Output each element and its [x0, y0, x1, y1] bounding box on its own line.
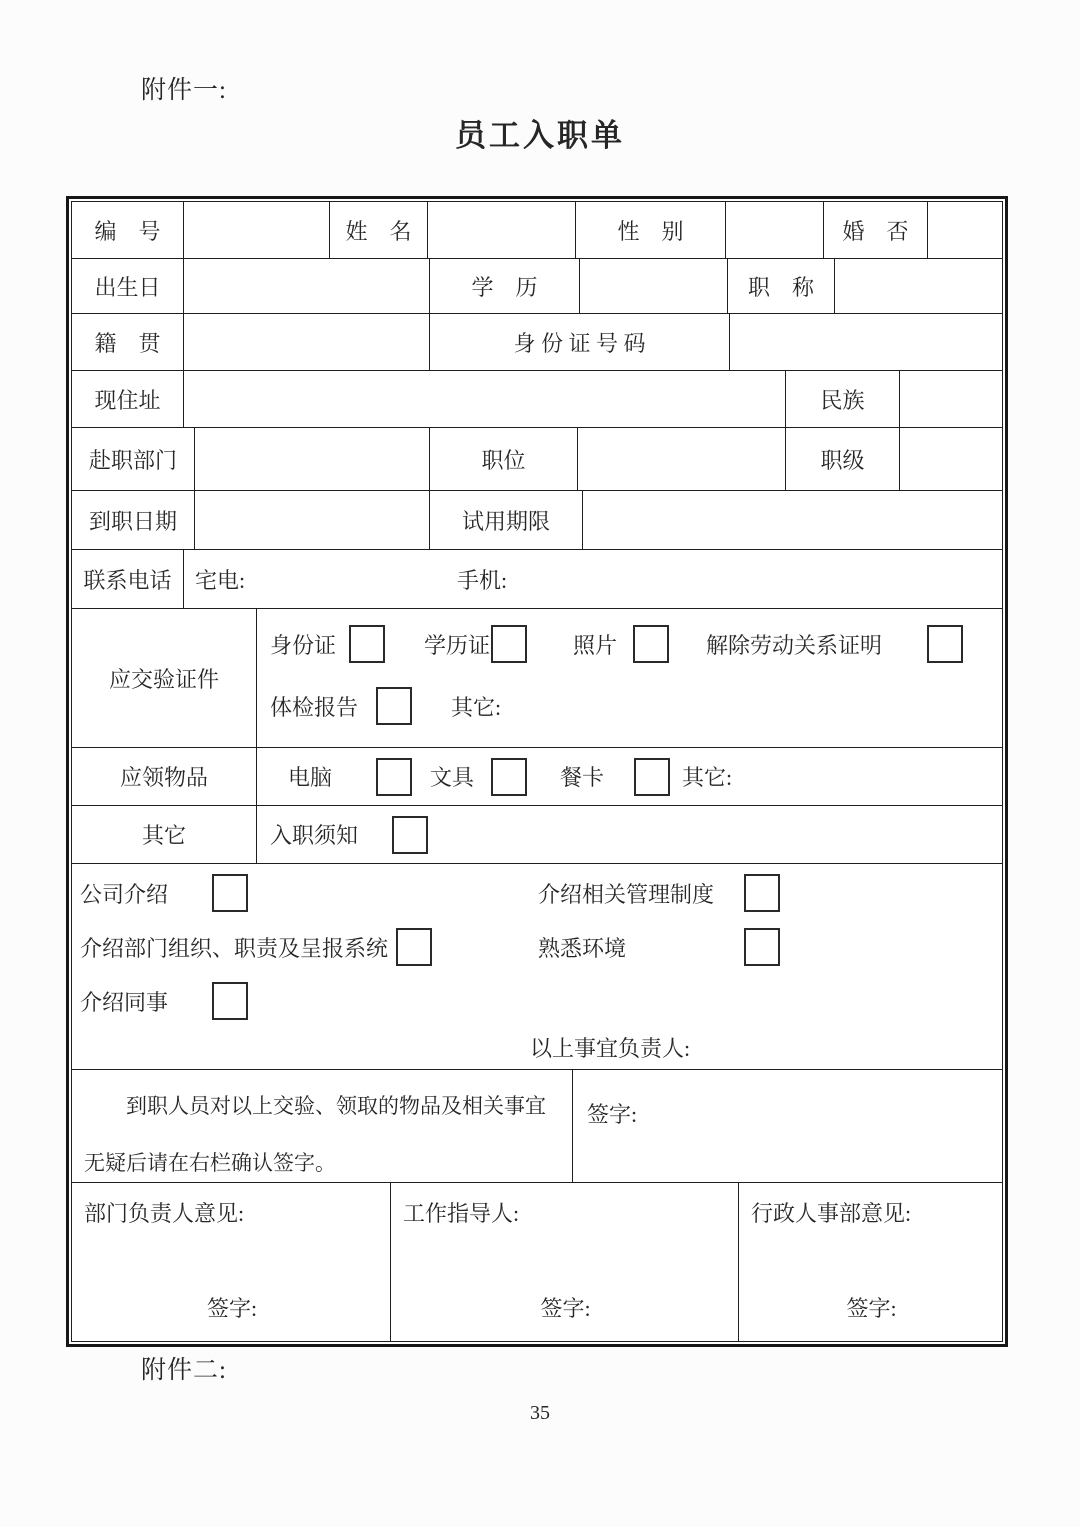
- label-gender: 性 别: [576, 202, 726, 258]
- value-education[interactable]: [580, 259, 728, 313]
- supplies-cell: [257, 748, 1002, 805]
- label-probation: 试用期限: [430, 491, 583, 549]
- label-hr-opinion: 行政人事部意见:: [751, 1201, 912, 1226]
- row-confirmation: [72, 1070, 1002, 1183]
- form-title: 员工入职单: [455, 118, 625, 153]
- id-card-checkbox[interactable]: [349, 625, 385, 663]
- row-job-1: [72, 428, 1002, 491]
- label-mentor: 工作指导人:: [403, 1201, 520, 1226]
- label-termination-proof: 解除劳动关系证明: [706, 632, 883, 658]
- value-phone[interactable]: [184, 550, 1002, 608]
- row-orientation: [72, 864, 1002, 1070]
- orientation-cell: [72, 864, 1002, 1069]
- label-phone: 联系电话: [72, 550, 184, 608]
- computer-checkbox[interactable]: [376, 758, 412, 796]
- row-job-2: [72, 491, 1002, 550]
- management-rules-checkbox[interactable]: [744, 874, 780, 912]
- label-diploma: 学历证: [424, 632, 491, 658]
- label-documents-other: 其它:: [451, 694, 502, 720]
- meal-card-checkbox[interactable]: [634, 758, 670, 796]
- environment-checkbox[interactable]: [744, 928, 780, 966]
- row-basic-1: [72, 202, 1002, 259]
- label-id-card: 身份证: [270, 632, 337, 658]
- label-stationery: 文具: [430, 765, 475, 790]
- label-other-section: 其它: [72, 806, 257, 863]
- documents-line-2: [257, 687, 1002, 725]
- label-id-number: 身 份 证 号 码: [430, 314, 730, 370]
- row-basic-2: [72, 259, 1002, 314]
- label-documents-section: 应交验证件: [72, 609, 257, 747]
- value-number[interactable]: [184, 202, 330, 258]
- value-job-title[interactable]: [835, 259, 1002, 313]
- row-phone: [72, 550, 1002, 609]
- label-position: 职位: [430, 428, 578, 490]
- label-dept-org: 介绍部门组织、职责及呈报系统: [80, 935, 389, 961]
- label-native-place: 籍 贯: [72, 314, 184, 370]
- other-cell: [257, 806, 1002, 863]
- row-other: [72, 806, 1002, 864]
- label-environment: 熟悉环境: [538, 935, 627, 961]
- label-company-intro: 公司介绍: [80, 881, 169, 907]
- label-photo: 照片: [573, 632, 618, 658]
- value-address[interactable]: [184, 371, 786, 427]
- medical-report-checkbox[interactable]: [376, 687, 412, 725]
- value-id-number[interactable]: [730, 314, 1002, 370]
- label-supplies-section: 应领物品: [72, 748, 257, 805]
- row-basic-4: [72, 371, 1002, 428]
- mentor-cell[interactable]: [391, 1183, 739, 1341]
- label-marital: 婚 否: [824, 202, 928, 258]
- row-supplies: [72, 748, 1002, 806]
- value-rank[interactable]: [900, 428, 1002, 490]
- label-dept-head-sign: 签字:: [206, 1296, 258, 1321]
- label-number: 编 号: [72, 202, 184, 258]
- row-approvals: [72, 1183, 1002, 1341]
- stationery-checkbox[interactable]: [491, 758, 527, 796]
- label-dept-head-opinion: 部门负责人意见:: [84, 1201, 245, 1226]
- colleagues-checkbox[interactable]: [212, 982, 248, 1020]
- company-intro-checkbox[interactable]: [212, 874, 248, 912]
- onboarding-notice-checkbox[interactable]: [392, 816, 428, 854]
- value-start-date[interactable]: [195, 491, 430, 549]
- value-probation[interactable]: [583, 491, 1002, 549]
- label-mentor-sign: 签字:: [540, 1296, 591, 1321]
- label-department: 赴职部门: [72, 428, 195, 490]
- label-hr-sign: 签字:: [846, 1296, 897, 1321]
- row-basic-3: [72, 314, 1002, 371]
- label-mobile-phone: 手机:: [457, 567, 508, 593]
- row-documents: [72, 609, 1002, 748]
- label-medical-report: 体检报告: [270, 694, 359, 720]
- label-management-rules: 介绍相关管理制度: [538, 881, 715, 907]
- label-education: 学 历: [430, 259, 580, 313]
- attachment-one-label: 附件一:: [141, 77, 227, 104]
- diploma-checkbox[interactable]: [491, 625, 527, 663]
- label-meal-card: 餐卡: [560, 765, 605, 790]
- attachment-two-label: 附件二:: [141, 1357, 227, 1384]
- label-computer: 电脑: [288, 765, 333, 790]
- label-ethnicity: 民族: [786, 371, 900, 427]
- label-confirmation-sign: 签字:: [587, 1102, 638, 1127]
- documents-line-1: [257, 625, 1002, 663]
- confirmation-note-cell: [72, 1070, 573, 1182]
- documents-cell: [257, 609, 1002, 747]
- hr-opinion-cell[interactable]: [739, 1183, 1002, 1341]
- label-name: 姓 名: [330, 202, 428, 258]
- value-gender[interactable]: [726, 202, 824, 258]
- termination-proof-checkbox[interactable]: [927, 625, 963, 663]
- confirmation-sign-cell[interactable]: [573, 1070, 1002, 1182]
- dept-org-checkbox[interactable]: [396, 928, 432, 966]
- label-address: 现住址: [72, 371, 184, 427]
- value-native-place[interactable]: [184, 314, 430, 370]
- value-birth[interactable]: [184, 259, 430, 313]
- label-supplies-other: 其它:: [682, 765, 733, 790]
- value-marital[interactable]: [928, 202, 1002, 258]
- value-ethnicity[interactable]: [900, 371, 1002, 427]
- label-start-date: 到职日期: [72, 491, 195, 549]
- label-responsible-person: 以上事宜负责人:: [530, 1036, 691, 1061]
- label-onboarding-notice: 入职须知: [270, 823, 359, 848]
- page-number: 35: [530, 1402, 550, 1424]
- label-home-phone: 宅电:: [195, 567, 246, 593]
- label-rank: 职级: [786, 428, 900, 490]
- label-birth: 出生日: [72, 259, 184, 313]
- photo-checkbox[interactable]: [633, 625, 669, 663]
- value-department[interactable]: [195, 428, 430, 490]
- dept-head-opinion-cell[interactable]: [72, 1183, 391, 1341]
- value-name[interactable]: [428, 202, 576, 258]
- onboarding-form-table: [66, 196, 1008, 1347]
- confirmation-note: 到职人员对以上交验、领取的物品及相关事宜无疑后请在右栏确认签字。: [84, 1094, 546, 1175]
- label-job-title: 职 称: [728, 259, 835, 313]
- label-colleagues: 介绍同事: [80, 989, 169, 1015]
- value-position[interactable]: [578, 428, 786, 490]
